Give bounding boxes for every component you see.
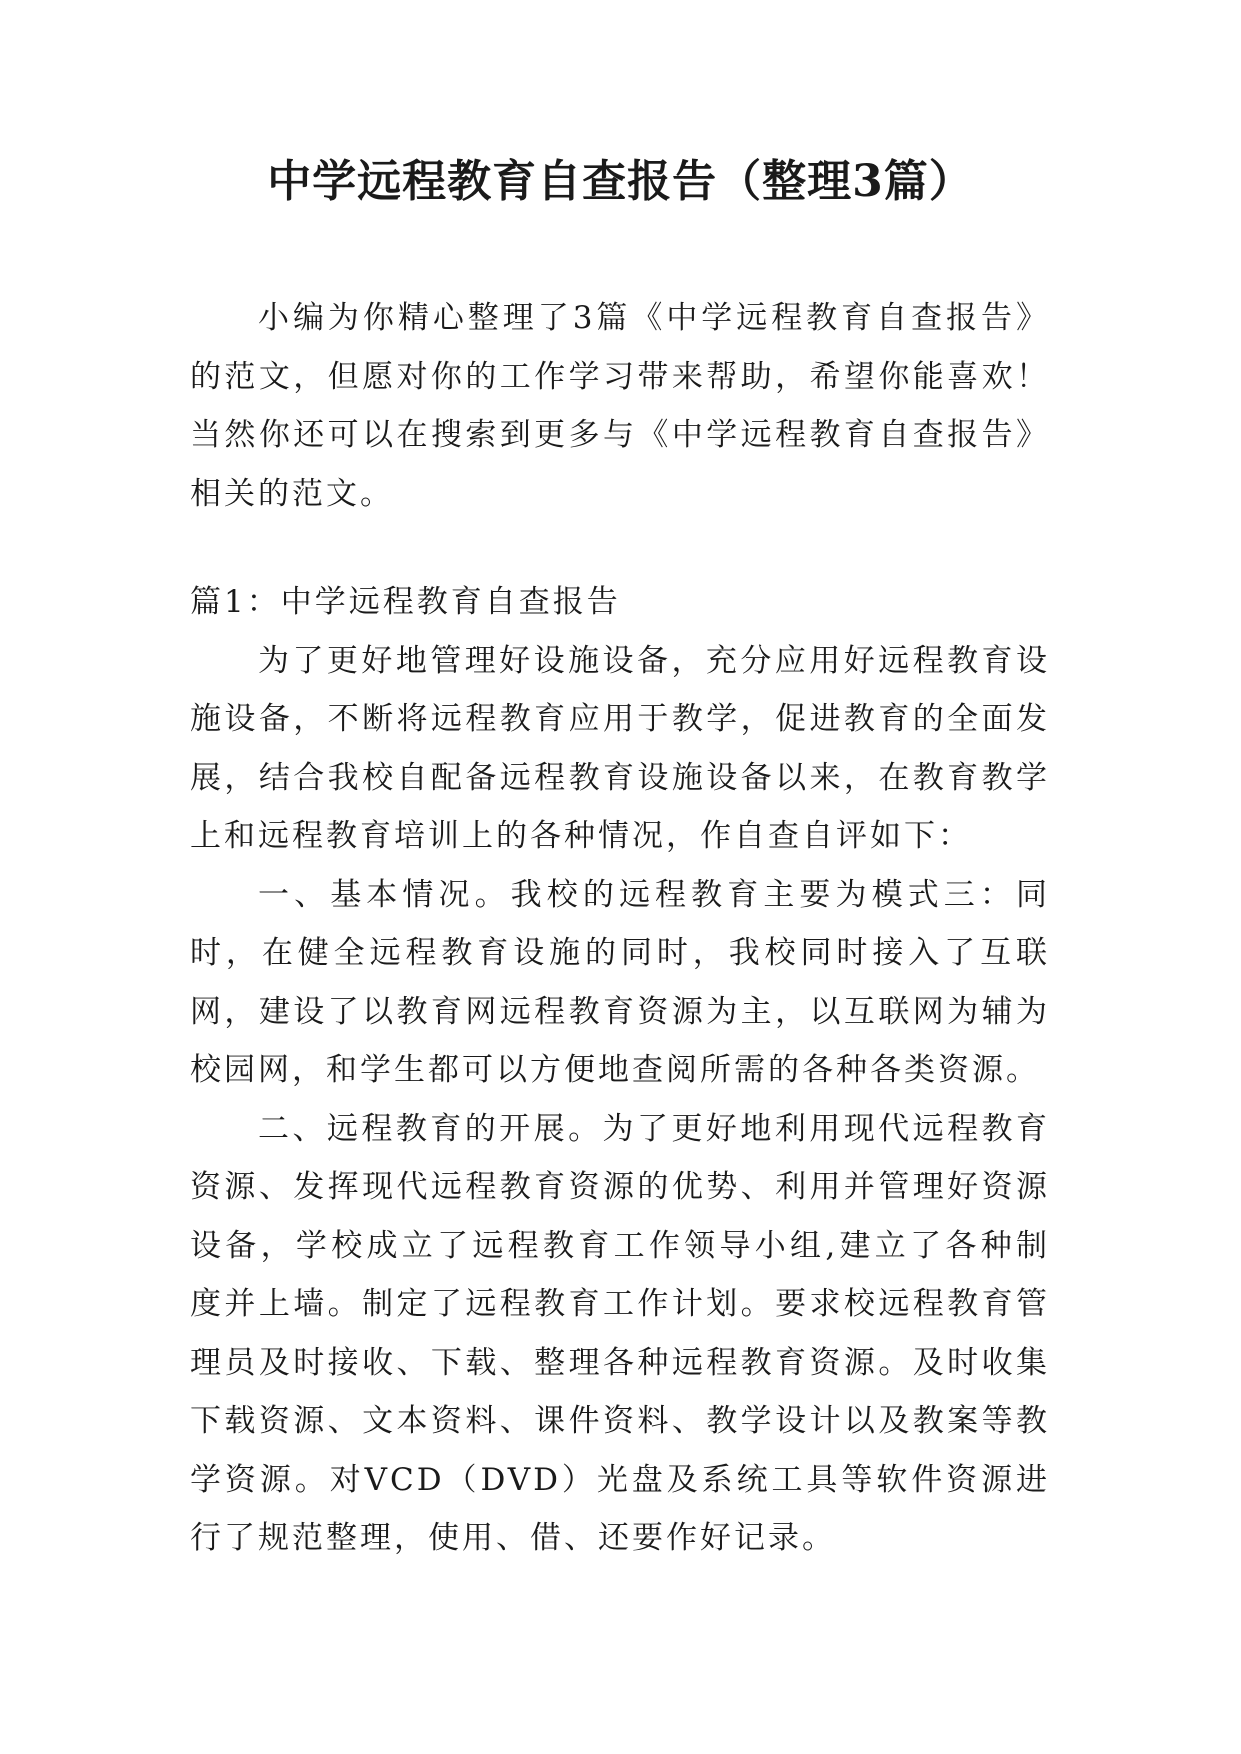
intro-paragraph: 小编为你精心整理了3篇《中学远程教育自查报告》的范文，但愿对你的工作学习带来帮助，希望你能喜欢！当然你还可以在搜索到更多与《中学远程教育自查报告》相关的范文。 bbox=[190, 300, 1050, 512]
section-1-paragraph-1: 为了更好地管理好设施设备，充分应用好远程教育设施设备，不断将远程教育应用于教学，促进教育的全面发展，结合我校自配备远程教育设施设备以来，在教育教学上和远程教育培训上的各种情况，作自查自评如下： bbox=[190, 642, 1050, 854]
section-1-paragraph-2: 一、基本情况。我校的远程教育主要为模式三：同时，在健全远程教育设施的同时，我校同时接入了互联网，建设了以教育网远程教育资源为主，以互联网为辅为校园网，和学生都可以方便地查阅所需的各种各类资源。 bbox=[190, 876, 1050, 1088]
section-1 bbox=[190, 573, 1050, 1568]
intro-block bbox=[190, 289, 1050, 523]
section-1-heading: 篇1：中学远程教育自查报告 bbox=[190, 584, 621, 620]
document-title: 中学远程教育自查报告（整理3篇） bbox=[267, 156, 974, 207]
section-1-paragraph-3: 二、远程教育的开展。为了更好地利用现代远程教育资源、发挥现代远程教育资源的优势、利用并管理好资源设备，学校成立了远程教育工作领导小组,建立了各种制度并上墙。制定了远程教育工作计划。要求校远程教育管理员及时接收、下载、整理各种远程教育资源。及时收集下载资源、文本资料、课件资料、教学设计以及教案等教学资源。对VCD（DVD）光盘及系统工具等软件资源进行了规范整理，使用、借、还要作好记录。 bbox=[190, 1110, 1050, 1556]
